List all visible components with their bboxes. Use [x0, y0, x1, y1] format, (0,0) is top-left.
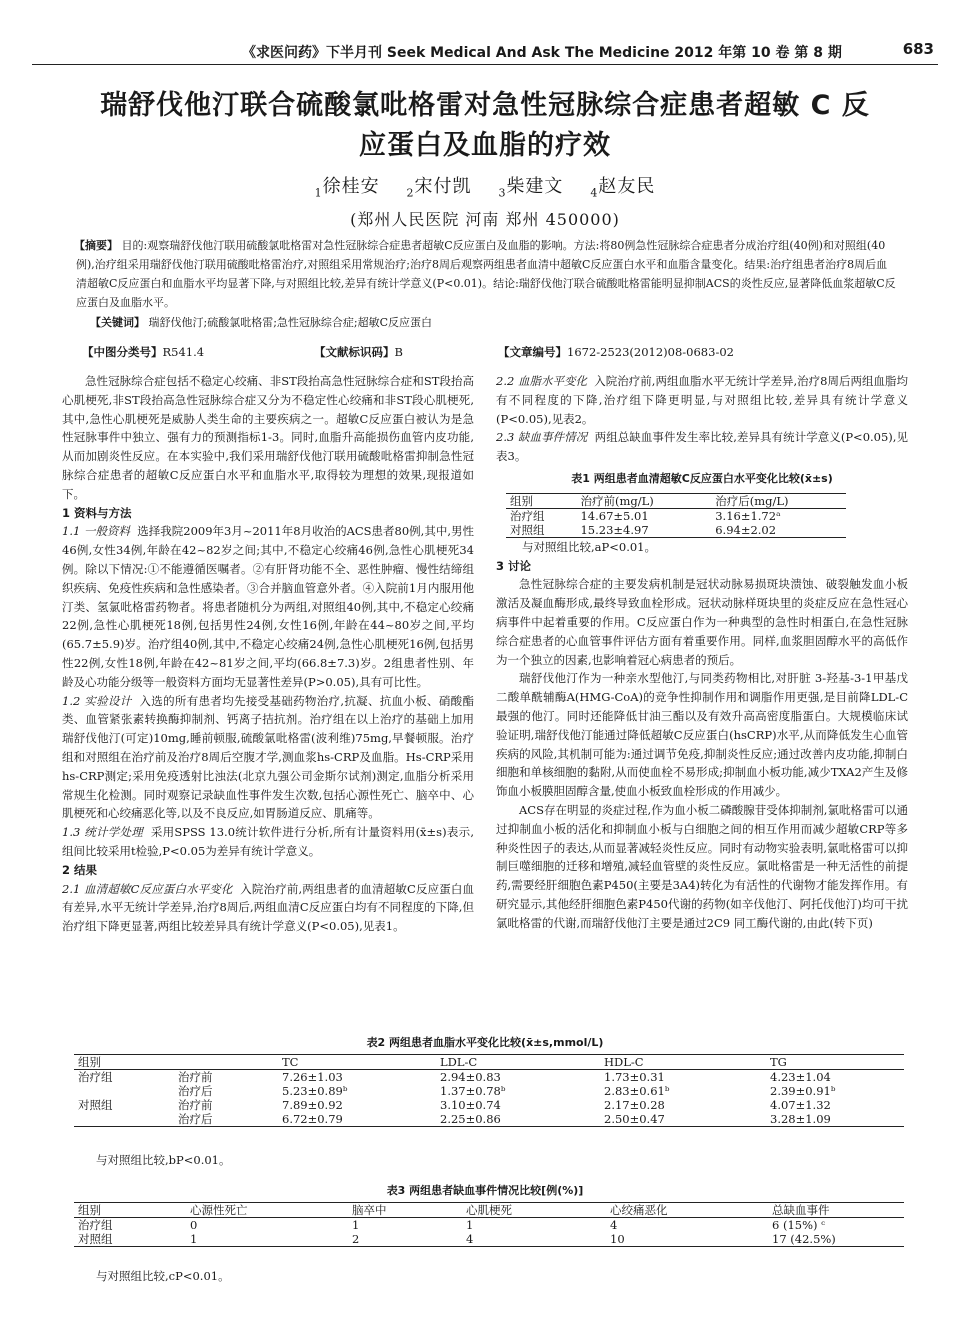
- table3: [74, 1202, 904, 1247]
- clc-label: 【中图分类号】: [82, 345, 163, 359]
- subsection-text: 入选的所有患者均先接受基础药物治疗,抗凝、抗血小板、硝酸酯类、血管紧张素转换酶抑制剂、钙离子拮抗剂。治疗组在以上治疗的基础上加用瑞舒伐他汀(可定)10mg,睡前顿服,硫酸氯吡格雷(波利维)75mg,早餐顿服。治疗组和对照组在治疗前及治疗8周后空腹才学,测血浆hs-CRP及血脂。Hs-CRP采用hs-CRP测定;采用免疫透射比浊法(北京九强公司金斯尔试剂)测定,血脂分析采用常规生化检测。同时观察记录缺血性事件发生次数,包括心源性死亡、脑卒中、心肌梗死和心绞痛恶化等,以及不良反应,如胃肠道反应、肌痛等。: [62, 693, 474, 821]
- table-header: TC: [282, 1055, 299, 1069]
- table-row: [74, 1218, 904, 1233]
- doc-value: B: [394, 345, 403, 359]
- table-cell: 0: [190, 1218, 198, 1232]
- table-row: [74, 1112, 904, 1127]
- table3-note: 与对照组比较,cP<0.01。: [96, 1269, 230, 1283]
- table-cell: 3.10±0.74: [440, 1098, 501, 1112]
- table-cell: 2.25±0.86: [440, 1112, 501, 1126]
- table-cell: 7.26±1.03: [282, 1070, 343, 1084]
- page-number: 683: [902, 40, 934, 58]
- subsection-title: 2.3 缺血事件情况: [496, 430, 588, 445]
- table-cell: 对照组: [510, 522, 545, 537]
- author-index: 3: [498, 186, 507, 200]
- paragraph: [496, 428, 908, 466]
- table-cell: 2.17±0.28: [604, 1098, 665, 1112]
- table-header: LDL-C: [440, 1055, 478, 1069]
- clc-value: R541.4: [162, 345, 205, 359]
- table-cell: 对照组: [78, 1098, 113, 1112]
- table-header: HDL-C: [604, 1055, 644, 1069]
- journal-info: 《求医问药》下半月刊 Seek Medical And Ask The Medicine 2012 年第 10 卷 第 8 期: [242, 45, 842, 61]
- table-header: 总缺血事件: [772, 1203, 830, 1217]
- subsection-title: 1.1 一般资料: [62, 524, 130, 539]
- author-list: [0, 172, 970, 200]
- right-column: [496, 372, 908, 933]
- table-row: [506, 508, 846, 523]
- table-header: 心肌梗死: [466, 1203, 512, 1217]
- keywords-text: 瑞舒伐他汀;硫酸氯吡格雷;急性冠脉综合症;超敏C反应蛋白: [148, 316, 433, 329]
- subsection-text: 入院治疗前,两组血脂水平无统计学差异,治疗8周后两组血脂均有不同程度的下降,治疗组下降更明显,与对照组比较,差异具有统计学意义(P<0.05),见表2。: [496, 374, 909, 426]
- table-cell: 治疗后: [178, 1112, 213, 1126]
- table-cell: 3.16±1.72ᵃ: [715, 508, 781, 523]
- table-cell: 治疗前: [178, 1098, 213, 1112]
- subsection-title: 1.3 统计学处理: [62, 825, 143, 840]
- table-cell: 6 (15%) ᶜ: [772, 1218, 826, 1232]
- table-cell: 14.67±5.01: [580, 508, 649, 523]
- subsection-title: 2.1 血清超敏C反应蛋白水平变化: [62, 881, 233, 896]
- table-cell: 4: [610, 1218, 618, 1232]
- table-cell: 治疗组: [78, 1218, 113, 1232]
- paragraph: [496, 372, 908, 428]
- abstract: [76, 236, 898, 312]
- table-header: 组别: [78, 1055, 101, 1069]
- title-line-2: 应蛋白及血脂的疗效: [359, 130, 611, 161]
- table-cell: 2.83±0.61ᵇ: [604, 1084, 670, 1098]
- paragraph: [62, 880, 474, 936]
- table-cell: 2.39±0.91ᵇ: [770, 1084, 836, 1098]
- table3-title: 表3 两组患者缺血事件情况比较[例(%)]: [386, 1184, 584, 1197]
- table-cell: 4.07±1.32: [770, 1098, 831, 1112]
- table1-note: 与对照组比较,aP<0.01。: [522, 539, 656, 554]
- keywords: [90, 314, 900, 330]
- table-cell: [74, 1084, 174, 1098]
- article-number: [498, 344, 734, 360]
- table-cell: 2.50±0.47: [604, 1112, 665, 1126]
- article-title: [40, 86, 930, 166]
- table-header: 治疗前(mg/L): [580, 493, 654, 508]
- discussion-paragraph: 瑞舒伐他汀作为一种亲水型他汀,与同类药物相比,对肝脏 3-羟基-3-1甲基戊二酸单酰辅酶A(HMG-CoA)的竞争性抑制作用和调脂作用更强,是目前降LDL-C最强的他汀。同时还能降低甘油三酯以及有效升高高密度脂蛋白。大规模临床试验证明,瑞舒伐他汀能通过降低超敏C反应蛋白(hsCRP)水平,从而降低发生心血管疾病的风险,其机制可能为:通过调节免疫,抑制炎性反应;通过改善内皮功能,抑制白细胞和单核细胞的黏附,从而使血栓不易形成;抑制血小板功能,减少TXA2产生及修饰血小板膜胆固醇含量,使血小板致血栓形成的作用减少。: [496, 671, 908, 799]
- author-index: 1: [314, 186, 323, 200]
- table-cell: 1.73±0.31: [604, 1070, 665, 1084]
- table-row: [74, 1232, 904, 1247]
- table-cell: 1: [190, 1232, 198, 1246]
- table-row: [74, 1070, 904, 1085]
- discussion-paragraph: 急性冠脉综合症的主要发病机制是冠状动脉易损斑块溃蚀、破裂触发血小板激活及凝血酶形成,最终导致血栓形成。冠状动脉样斑块里的炎症反应在急性冠心病事件中起着重要的作用。C反应蛋白作为一种典型的急性时相蛋白,在急性冠脉综合症患者的心血管事件评估方面有着重要作用。同样,血浆胆固醇水平的高低作为一个独立的因素,也影响着冠心病患者的预后。: [496, 577, 908, 667]
- table2-note: 与对照组比较,bP<0.01。: [96, 1153, 231, 1167]
- table-cell: 治疗组: [510, 508, 545, 523]
- art-label: 【文章编号】: [498, 345, 567, 359]
- table-cell: [74, 1112, 174, 1127]
- subsection-text: 采用SPSS 13.0统计软件进行分析,所有计量资料用(x̄±s)表示,组间比较采用t检验,P<0.05为差异有统计学意义。: [62, 825, 474, 858]
- table-cell: 4: [466, 1232, 474, 1246]
- table-header: TG: [770, 1055, 787, 1069]
- subsection-text: 两组总缺血事件发生率比较,差异具有统计学意义(P<0.05),见表3。: [496, 430, 908, 464]
- table-cell: 治疗组: [78, 1070, 113, 1084]
- table1: [506, 493, 846, 538]
- discussion-paragraph: ACS存在明显的炎症过程,作为血小板二磷酸腺苷受体抑制剂,氯吡格雷可以通过抑制血小板的活化和抑制血小板与白细胞之间的相互作用而减少超敏CRP等多种炎性因子的表达,从而显著减轻炎性反应。同时有动物实验表明,氯吡格雷可以抑制巨噬细胞的迁移和增殖,减轻血管壁的炎性反应。氯吡格雷是一种无活性的前提药,需要经肝细胞色素P450(主要是3A4)转化为有活性的代谢物才能发挥作用。有研究显示,其他经肝细胞色素P450代谢的药物(如辛伐他汀、阿托伐他汀)均可干扰氯吡格雷的代谢,而瑞舒伐他汀主要是通过2C9 同工酶代谢的,由此(转下页): [496, 802, 908, 930]
- table-cell: 5.23±0.89ᵇ: [282, 1084, 348, 1098]
- section-heading: 1 资料与方法: [62, 505, 132, 520]
- author-name: 柴建文: [506, 176, 564, 197]
- table-cell: 17 (42.5%): [772, 1232, 836, 1246]
- abstract-label: 【摘要】: [74, 239, 118, 252]
- table-header: 脑卒中: [352, 1203, 387, 1217]
- author-name: 徐桂安: [322, 176, 380, 197]
- table-cell: 1: [466, 1218, 474, 1232]
- table-header: 组别: [510, 493, 533, 508]
- subsection-title: 2.2 血脂水平变化: [496, 374, 587, 388]
- table-row: [74, 1098, 904, 1112]
- subsection-title: 1.2 实验设计: [62, 693, 132, 708]
- table-cell: 治疗后: [178, 1084, 213, 1098]
- table-row: [506, 523, 846, 538]
- table1-title: 表1 两组患者血清超敏C反应蛋白水平变化比较(x̄±s): [571, 471, 833, 485]
- author-index: 2: [406, 186, 415, 200]
- section-heading: 2 结果: [62, 862, 98, 877]
- author-name: 宋付凯: [414, 176, 472, 197]
- table-header: 心绞痛恶化: [610, 1203, 668, 1217]
- table-cell: 治疗前: [178, 1070, 213, 1084]
- paragraph: [62, 522, 474, 691]
- subsection-text: 选择我院2009年3月~2011年8月收治的ACS患者80例,其中,男性46例,女性34例,年龄在42~82岁之间;其中,不稳定心绞痛46例,急性心肌梗死34例。除以下情况:①不能遵循医嘱者。②有肝肾功能不全、恶性肿瘤、慢性结缔组织疾病、免疫性疾病和急性感染者。③合并脑血管意外者。④入院前1月内服用他汀类、氢氯吡格雷药物者。将患者随机分为两组,对照组40例,其中,不稳定心绞痛22例,急性心肌梗死18例,包括男性24例,女性16例,年龄在44~80岁之间,平均(65.7±5.9)岁。治疗组40例,其中,不稳定心绞痛24例,急性心肌梗死16例,包括男性22例,女性18例,年龄在42~81岁之间,平均(66.8±7.3)岁。2组患者性别、年龄及心功能分级等一般资料方面均无显著性差异(P>0.05),具有可比性。: [62, 524, 474, 689]
- table-cell: 7.89±0.92: [282, 1098, 343, 1112]
- table-cell: 2.94±0.83: [440, 1070, 501, 1084]
- subsection-text: 入院治疗前,两组患者的血清超敏C反应蛋白血有差异,水平无统计学差异,治疗8周后,两组血清C反应蛋白均有不同程度的下降,但治疗组下降更显著,两组比较差异具有统计学意义(P<0.05),见表1。: [62, 881, 475, 934]
- table-cell: 4.23±1.04: [770, 1070, 831, 1084]
- art-value: 1672-2523(2012)08-0683-02: [567, 345, 734, 359]
- table-cell: 6.72±0.79: [282, 1112, 343, 1126]
- clc-number: [82, 344, 204, 360]
- table-header: 组别: [78, 1203, 101, 1217]
- table-cell: 1.37±0.78ᵇ: [440, 1084, 506, 1098]
- paragraph: [62, 823, 474, 861]
- table-cell: 15.23±4.97: [580, 522, 649, 537]
- table-header: [174, 1055, 278, 1070]
- table2: [74, 1054, 904, 1127]
- table-cell: 对照组: [78, 1232, 113, 1246]
- affiliation: (郑州人民医院 河南 郑州 450000): [350, 210, 620, 229]
- table-header: 心源性死亡: [190, 1203, 248, 1217]
- keywords-label: 【关键词】: [90, 316, 145, 329]
- table-cell: 6.94±2.02: [715, 522, 777, 537]
- table-cell: 1: [352, 1218, 360, 1232]
- intro-paragraph: 急性冠脉综合症包括不稳定心绞痛、非ST段抬高急性冠脉综合症和ST段抬高心肌梗死,非ST段抬高急性冠脉综合症又分为不稳定性心绞痛和非ST段心肌梗死,其中,急性心肌梗死是威胁人类生命的主要疾病之一。超敏C反应蛋白被认为是急性冠脉事件中独立、强有力的预测指标1-3。同时,血脂升高能损伤血管内皮功能,从而加剧炎性反应。在本实验中,我们采用瑞舒伐他汀联用硫酸吡格雷抑制急性冠脉综合症患者的超敏C反应蛋白水平和血脂水平,取得较为理想的效果,现报道如下。: [62, 374, 474, 501]
- left-column: [62, 372, 474, 936]
- table-cell: 2: [352, 1232, 360, 1246]
- table-row: [74, 1084, 904, 1098]
- author-name: 赵友民: [598, 176, 656, 197]
- table2-title: 表2 两组患者血脂水平变化比较(x̄±s,mmol/L): [366, 1036, 604, 1049]
- paragraph: [62, 692, 474, 824]
- table-cell: 3.28±1.09: [770, 1112, 831, 1126]
- title-line-1: 瑞舒伐他汀联合硫酸氯吡格雷对急性冠脉综合症患者超敏 C 反: [100, 90, 870, 121]
- doc-label: 【文献标识码】: [314, 345, 395, 359]
- table-header: 治疗后(mg/L): [715, 493, 789, 508]
- abstract-text: 目的:观察瑞舒伐他汀联用硫酸氯吡格雷对急性冠脉综合症患者超敏C反应蛋白及血脂的影响。方法:将80例急性冠脉综合症患者分成治疗组(40例)和对照组(40例),治疗组采用瑞舒伐他汀联用硫酸吡格雷治疗,对照组采用常规治疗;治疗8周后观察两组患者血清中超敏C反应蛋白水平和血脂含量变化。结果:治疗组患者治疗8周后血清超敏C反应蛋白和血脂水平均显著下降,与对照组比较,差异有统计学意义(P<0.01)。结论:瑞舒伐他汀联合硫酸吡格雷能明显抑制ACS的炎性反应,显著降低血浆超敏C反应蛋白及血脂水平。: [76, 239, 896, 309]
- section-heading: 3 讨论: [496, 558, 532, 573]
- running-header: [32, 40, 938, 65]
- author-index: 4: [590, 186, 599, 200]
- table-cell: 10: [610, 1232, 625, 1246]
- document-code: [314, 344, 403, 360]
